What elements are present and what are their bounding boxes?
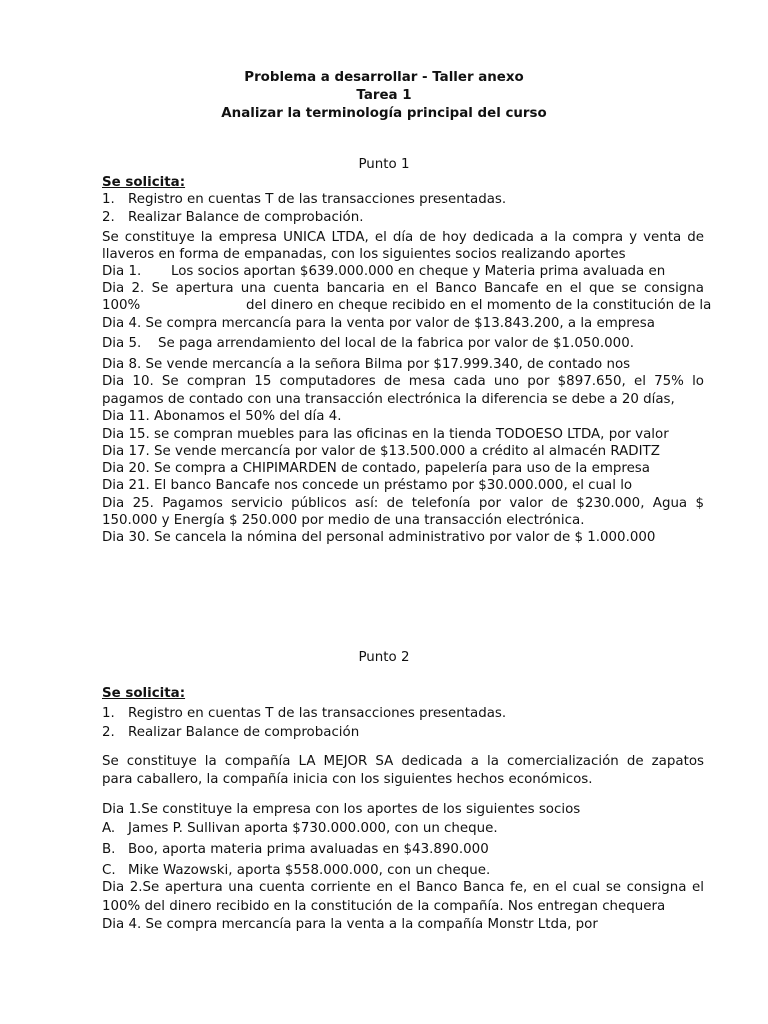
- dia-text: Los socios aportan $639.000.000 en cheque y Materia prima avaluada en: [171, 264, 666, 279]
- dia-label: Dia 5.: [102, 336, 142, 351]
- task-subtitle: Analizar la terminología principal del curso: [221, 106, 547, 121]
- punto1-dia10-line-1: Dia 10. Se compran 15 computadores de mesa cada uno por $897.650, el 75% lo: [102, 374, 704, 389]
- task-number: 2.: [102, 210, 115, 225]
- punto1-se-solicita: Se solicita:: [102, 175, 186, 190]
- punto1-title: Punto 1: [358, 157, 410, 172]
- punto2-dia1: Dia 1.Se constituye la empresa con los aportes de los siguientes socios: [102, 802, 581, 817]
- punto1-dia25-line-2: 150.000 y Energía $ 250.000 por medio de una transacción electrónica.: [102, 513, 585, 528]
- punto1-dia8: Dia 8. Se vende mercancía a la señora Bilma por $17.999.340, de contado nos: [102, 357, 631, 372]
- punto1-dia30: Dia 30. Se cancela la nómina del personal administrativo por valor de $ 1.000.000: [102, 530, 656, 545]
- socio-letter: A.: [102, 821, 116, 836]
- task-number: 2.: [102, 725, 115, 740]
- punto1-intro-line-2: llaveros en forma de empanadas, con los siguientes socios realizando aportes: [102, 247, 626, 262]
- task-text: Registro en cuentas T de las transacciones presentadas.: [128, 192, 507, 207]
- socio-text: James P. Sullivan aporta $730.000.000, con un cheque.: [128, 821, 498, 836]
- punto1-dia4: Dia 4. Se compra mercancía para la venta por valor de $13.843.200, a la empresa: [102, 316, 655, 331]
- punto2-dia2-line-2: 100% del dinero recibido en la constitución de la compañía. Nos entregan chequera: [102, 899, 666, 914]
- punto2-dia2-line-1: Dia 2.Se apertura una cuenta corriente en el Banco Banca fe, en el cual se consigna el: [102, 880, 704, 895]
- punto2-title: Punto 2: [358, 650, 410, 665]
- task-number: 1.: [102, 706, 115, 721]
- socio-text: Boo, aporta materia prima avaluadas en $43.890.000: [128, 842, 489, 857]
- punto1-dia21: Dia 21. El banco Bancafe nos concede un préstamo por $30.000.000, el cual lo: [102, 478, 633, 493]
- punto2-se-solicita: Se solicita:: [102, 686, 186, 701]
- punto1-dia20: Dia 20. Se compra a CHIPIMARDEN de contado, papelería para uso de la empresa: [102, 461, 650, 476]
- task-label: Tarea 1: [356, 88, 412, 103]
- punto1-task-1: [102, 191, 506, 208]
- punto2-task-2: [102, 724, 359, 741]
- dia-text: 100%: [102, 298, 141, 313]
- socio-text: Mike Wazowski, aporta $558.000.000, con un cheque.: [128, 863, 491, 878]
- punto1-dia15: Dia 15. se compran muebles para las oficinas en la tienda TODOESO LTDA, por valor: [102, 427, 669, 442]
- punto2-socio-c: [102, 862, 490, 879]
- punto2-intro-line-2: para caballero, la compañía inicia con los siguientes hechos económicos.: [102, 772, 593, 787]
- punto2-socio-b: [102, 841, 489, 858]
- punto2-dia4: Dia 4. Se compra mercancía para la venta a la compañía Monstr Ltda, por: [102, 917, 598, 932]
- dia-label: Dia 1.: [102, 264, 142, 279]
- task-text: Registro en cuentas T de las transacciones presentadas.: [128, 706, 507, 721]
- punto2-task-1: [102, 705, 506, 722]
- task-text: Realizar Balance de comprobación: [128, 725, 360, 740]
- dia-text: del dinero en cheque recibido en el momento de la constitución de la: [246, 298, 712, 313]
- socio-letter: C.: [102, 863, 116, 878]
- punto1-task-2: [102, 209, 363, 226]
- task-text: Realizar Balance de comprobación.: [128, 210, 364, 225]
- punto1-dia11: Dia 11. Abonamos el 50% del día 4.: [102, 409, 342, 424]
- punto1-dia25-line-1: Dia 25. Pagamos servicio públicos así: de telefonía por valor de $230.000, Agua $: [102, 496, 704, 511]
- punto1-dia10-line-2: pagamos de contado con una transacción electrónica la diferencia se debe a 20 días,: [102, 392, 675, 407]
- punto2-intro-line-1: Se constituye la compañía LA MEJOR SA dedicada a la comercialización de zapatos: [102, 754, 704, 769]
- socio-letter: B.: [102, 842, 116, 857]
- punto2-socio-a: [102, 820, 498, 837]
- dia-text: Se paga arrendamiento del local de la fabrica por valor de $1.050.000.: [158, 336, 634, 351]
- task-number: 1.: [102, 192, 115, 207]
- document-title: Problema a desarrollar - Taller anexo: [244, 70, 524, 85]
- punto1-dia2-line-1: Dia 2. Se apertura una cuenta bancaria en el Banco Bancafe en el que se consigna: [102, 281, 704, 296]
- punto1-intro-line-1: Se constituye la empresa UNICA LTDA, el día de hoy dedicada a la compra y venta de: [102, 230, 704, 245]
- punto1-dia17: Dia 17. Se vende mercancía por valor de $13.500.000 a crédito al almacén RADITZ: [102, 444, 660, 459]
